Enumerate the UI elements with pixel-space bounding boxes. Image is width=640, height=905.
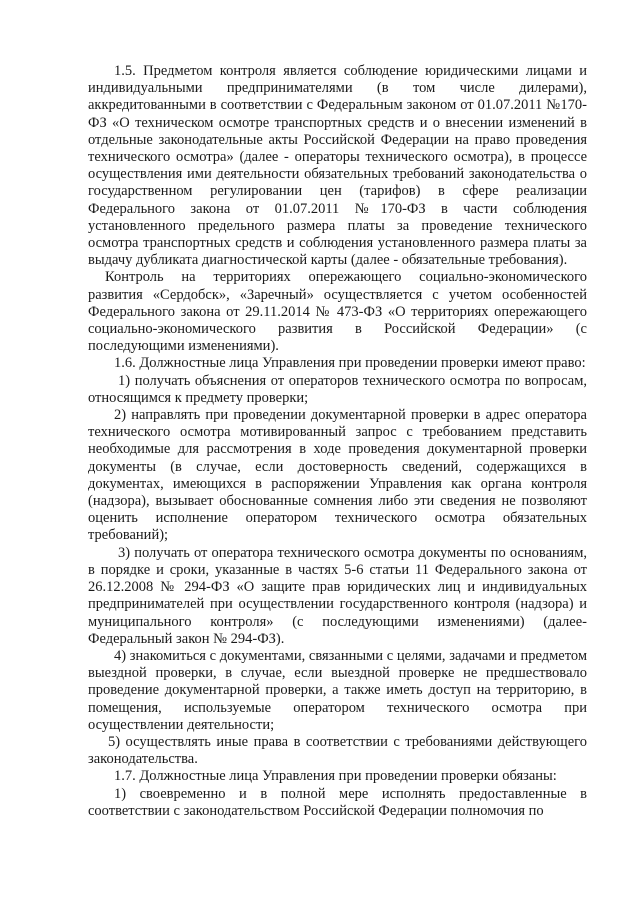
list-item-right-3: 3) получать от оператора технического осмотра документы по основаниям, в порядке и сроки, указанные в частях 5-6 статьи 11 Федерального закона от 26.12.2008 № 294-ФЗ «О защите прав юридических лиц и индивидуальных предпринимателей при осуществлении государственного контроля (надзора) и муниципального контроля» (с последующими изменениями) (далее-Федеральный закон № 294-ФЗ). (88, 544, 587, 647)
paragraph-1-6-rights-heading: 1.6. Должностные лица Управления при проведении проверки имеют право: (114, 355, 586, 372)
paragraph-1-7-duties-heading: 1.7. Должностные лица Управления при проведении проверки обязаны: (114, 768, 557, 785)
list-item-right-2: 2) направлять при проведении документарной проверки в адрес оператора технического осмотра мотивированный запрос с требованием представить необходимые для рассмотрения в ходе проведения документарной проверки документы (в случае, если достоверность сведений, содержащихся в документах, имеющихся в распоряжении Управления как органа контроля (надзора), вызывает обоснованные сомнения либо эти сведения не позволяют оценить исполнение оператором технического осмотра обязательных требований); (88, 407, 587, 544)
paragraph-control-in-development-territories: Контроль на территориях опережающего социально-экономического развития «Сердобск», «Заречный» осуществляется с учетом особенностей Федерального закона от 29.11.2014 № 473-ФЗ «О территориях опережающего социально-экономического развития в Российской Федерации» (с последующими изменениями). (88, 269, 587, 355)
list-item-right-5: 5) осуществлять иные права в соответствии с требованиями действующего законодательства. (88, 733, 587, 768)
document-body (88, 63, 587, 820)
list-item-duty-1: 1) своевременно и в полной мере исполнять предоставленные в соответствии с законодательством Российской Федерации полномочия по (88, 785, 587, 819)
list-item-right-4: 4) знакомиться с документами, связанными с целями, задачами и предметом выездной проверки, в случае, если выездной проверке не предшествовало проведение документарной проверки, а также иметь доступ на территорию, в помещения, используемые оператором технического осмотра при осуществлении деятельности; (88, 647, 587, 733)
paragraph-1-5-subject-of-control: 1.5. Предметом контроля является соблюдение юридическими лицами и индивидуальными предпринимателями (в том числе дилерами), аккредитованными в соответствии с Федеральным законом от 01.07.2011 №170-ФЗ «О техническом осмотре транспортных средств и о внесении изменений в отдельные законодательные акты Российской Федерации на право проведения технического осмотра» (далее - операторы технического осмотра), в процессе осуществления ими деятельности обязательных требований законодательства о государственном регулировании цен (тарифов) в сфере реализации Федерального закона от 01.07.2011 №170-ФЗ в части соблюдения установленного предельного размера платы за проведение технического осмотра транспортных средств и соблюдения установленного размера платы за выдачу дубликата диагностической карты (далее - обязательные требования). (88, 63, 587, 269)
list-item-right-1: 1) получать объяснения от операторов технического осмотра по вопросам, относящимся к предмету проверки; (88, 372, 587, 406)
